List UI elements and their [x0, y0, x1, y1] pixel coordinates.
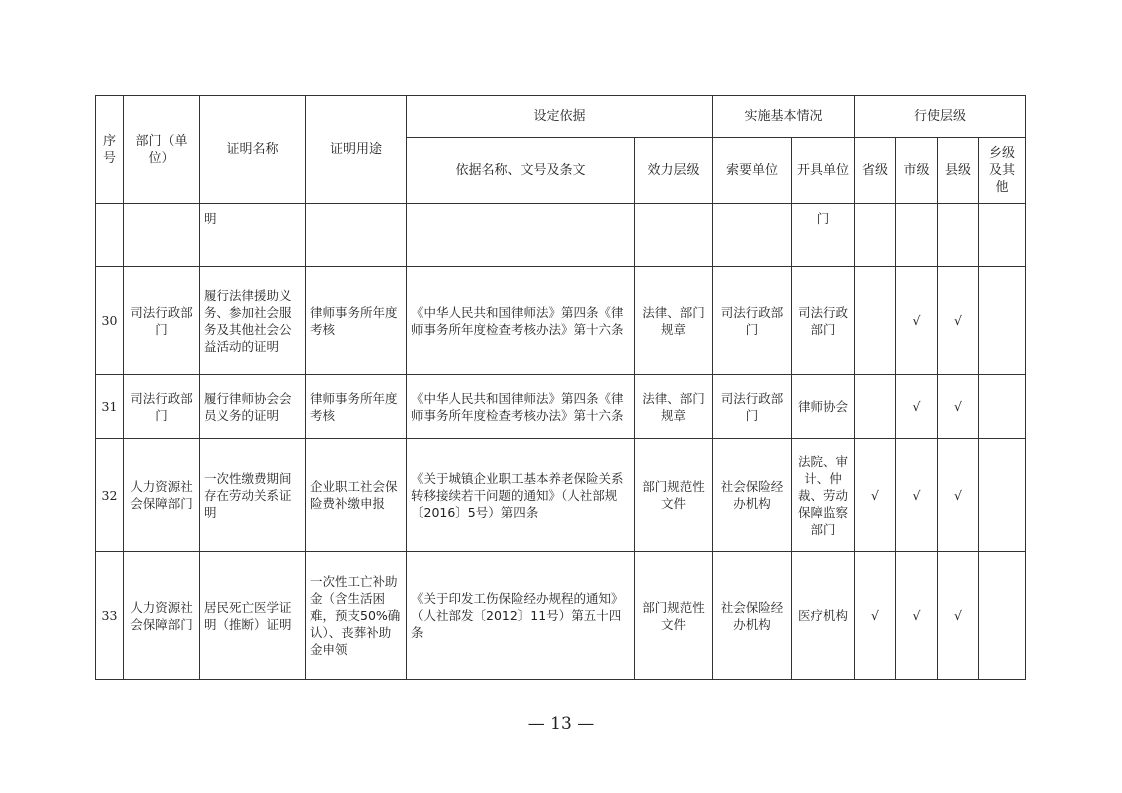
- row-seq: 31: [96, 375, 124, 439]
- row-cert-use: 律师事务所年度考核: [306, 375, 407, 439]
- header-cert-use: 证明用途: [306, 96, 407, 204]
- header-cert-name: 证明名称: [200, 96, 306, 204]
- certificate-table: [95, 95, 1026, 680]
- row-issuing-unit: 律师协会: [792, 375, 855, 439]
- table-row: [96, 439, 1026, 552]
- table-row: [96, 375, 1026, 439]
- row-requesting-unit: 社会保险经办机构: [713, 439, 792, 552]
- row-level: 部门规范性文件: [635, 439, 713, 552]
- row-seq: 33: [96, 552, 124, 680]
- row-county: √: [938, 267, 979, 375]
- header-dept: 部门（单位）: [124, 96, 200, 204]
- row-dept: 司法行政部门: [124, 375, 200, 439]
- row-requesting-unit: 社会保险经办机构: [713, 552, 792, 680]
- row-province: √: [855, 439, 896, 552]
- row-county: √: [938, 552, 979, 680]
- header-requesting-unit: 索要单位: [713, 138, 792, 204]
- row-cert-use: 律师事务所年度考核: [306, 267, 407, 375]
- row-requesting-unit: 司法行政部门: [713, 375, 792, 439]
- row-province: √: [855, 552, 896, 680]
- row-dept: 人力资源社会保障部门: [124, 439, 200, 552]
- row-level: 法律、部门规章: [635, 267, 713, 375]
- row-cert-name: 履行律师协会会员义务的证明: [200, 375, 306, 439]
- row-city: √: [896, 375, 938, 439]
- row-cert-use: 一次性工亡补助金（含生活困难，预支50%确认）、丧葬补助金申领: [306, 552, 407, 680]
- row-requesting-unit: 司法行政部门: [713, 267, 792, 375]
- row-county: √: [938, 439, 979, 552]
- table-row: [96, 267, 1026, 375]
- row-basis: 《中华人民共和国律师法》第四条《律师事务所年度检查考核办法》第十六条: [407, 375, 635, 439]
- row-township: [979, 439, 1026, 552]
- row-city: √: [896, 439, 938, 552]
- row-township: [979, 267, 1026, 375]
- header-province: 省级: [855, 138, 896, 204]
- row-level: 部门规范性文件: [635, 552, 713, 680]
- row-level: 法律、部门规章: [635, 375, 713, 439]
- row-basis: 《关于印发工伤保险经办规程的通知》（人社部发〔2012〕11号）第五十四条: [407, 552, 635, 680]
- header-basis: 设定依据: [407, 96, 713, 138]
- row-seq: 32: [96, 439, 124, 552]
- row-cert-use: 企业职工社会保险费补缴申报: [306, 439, 407, 552]
- row-cert-name: 居民死亡医学证明（推断）证明: [200, 552, 306, 680]
- row-dept: 司法行政部门: [124, 267, 200, 375]
- row-dept: 人力资源社会保障部门: [124, 552, 200, 680]
- row-issuing-unit: 医疗机构: [792, 552, 855, 680]
- header-seq: 序号: [96, 96, 124, 204]
- row-seq: 30: [96, 267, 124, 375]
- continued-row: [96, 204, 1026, 267]
- table-row: [96, 552, 1026, 680]
- row-issuing-unit: 法院、审计、仲裁、劳动保障监察部门: [792, 439, 855, 552]
- row-township: [979, 552, 1026, 680]
- header-impl: 实施基本情况: [713, 96, 855, 138]
- header-row-1: [96, 96, 1026, 138]
- header-basis-level: 效力层级: [635, 138, 713, 204]
- row-city: √: [896, 552, 938, 680]
- continued-issuing-unit: 门: [792, 204, 855, 267]
- header-issuing-unit: 开具单位: [792, 138, 855, 204]
- row-cert-name: 履行法律援助义务、参加社会服务及其他社会公益活动的证明: [200, 267, 306, 375]
- row-basis: 《中华人民共和国律师法》第四条《律师事务所年度检查考核办法》第十六条: [407, 267, 635, 375]
- header-township: 乡级及其他: [979, 138, 1026, 204]
- row-basis: 《关于城镇企业职工基本养老保险关系转移接续若干问题的通知》（人社部规〔2016〕5号）第四条: [407, 439, 635, 552]
- continued-cert-name: 明: [200, 204, 306, 267]
- row-township: [979, 375, 1026, 439]
- header-city: 市级: [896, 138, 938, 204]
- row-cert-name: 一次性缴费期间存在劳动关系证明: [200, 439, 306, 552]
- page-number: — 13 —: [527, 714, 595, 734]
- row-county: √: [938, 375, 979, 439]
- header-exercise: 行使层级: [855, 96, 1026, 138]
- header-basis-name: 依据名称、文号及条文: [407, 138, 635, 204]
- row-issuing-unit: 司法行政部门: [792, 267, 855, 375]
- row-province: [855, 375, 896, 439]
- row-city: √: [896, 267, 938, 375]
- row-province: [855, 267, 896, 375]
- header-county: 县级: [938, 138, 979, 204]
